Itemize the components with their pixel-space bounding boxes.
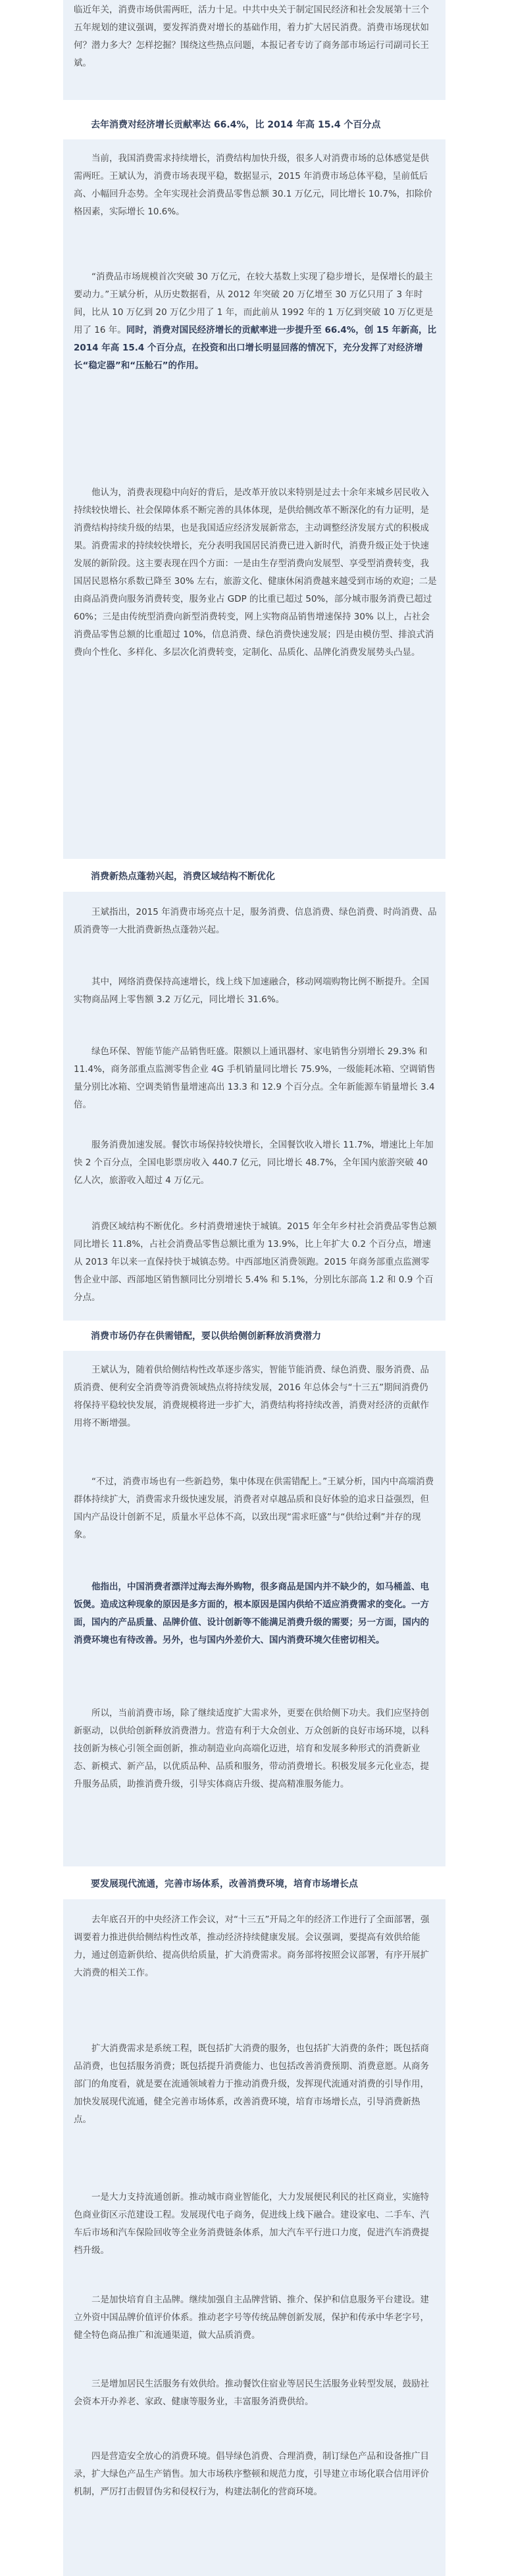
- section-heading: 要发展现代流通，完善市场体系，改善消费环境，培育市场增长点: [91, 1879, 358, 1889]
- paragraph-block: [63, 2028, 445, 2183]
- body-paragraph: 一是大力支持流通创新。推动城市商业智能化，大力发展便民利民的社区商业，实施特色商业街区示范建设工程。发展现代电子商务，促进线上线下融合。建设家电、二手车、汽车后市场和汽车保险回收等全业务消费链条体系，加大汽车平行进口力度，促进汽车消费提档升级。: [74, 2192, 429, 2256]
- paragraph-block: [63, 0, 445, 100]
- paragraph-block: [63, 1131, 445, 1210]
- section-heading-block: [63, 112, 445, 138]
- body-paragraph: [74, 268, 437, 375]
- body-paragraph: 绿色环保、智能节能产品销售旺盛。限额以上通讯器材、家电销售分别增长 29.3% 和 11.4%，商务部重点监测零售企业 4G 手机销量同比增长 75.9%，一级能耗冰箱、空调销售量分别比冰箱、空调类销售量增速高出 13.3 和 12.9 个百分点。全年新能源车销量增长 3.4 倍。: [74, 1046, 436, 1110]
- body-paragraph: 其中，网络消费保持高速增长，线上线下加速融合，移动网端购物比例不断提升。全国实物商品网上零售额 3.2 万亿元，同比增长 31.6%。: [74, 977, 429, 1005]
- section-heading-block: [63, 862, 445, 892]
- paragraph-block: [63, 1695, 445, 1866]
- body-paragraph: 消费区域结构不断优化。乡村消费增速快于城镇。2015 年全年乡村社会消费品零售总额同比增长 11.8%，占社会消费品零售总额比重为 13.9%，比上年扩大 0.2 个百分点，增速从 2013 年以来一直保持快于城镇态势。中西部地区消费领跑。2015 年商务部重点监测零售企业中部、西部地区销售额同比分别增长 5.4% 和 5.1%，分别比东部高 1.2 和 0.9 个百分点。: [74, 1221, 437, 1303]
- paragraph-block: [63, 1570, 445, 1695]
- body-paragraph: 去年底召开的中央经济工作会议，对“十三五”开局之年的经济工作进行了全面部署，强调要着力推进供给侧结构性改革，推动经济持续健康发展。会议强调，要提高有效供给能力，通过创造新供给、提高供给质量，扩大消费需求。商务部将按照会议部署，有序开展扩大消费的相关工作。: [74, 1914, 430, 1978]
- paragraph-block: [63, 2183, 445, 2286]
- body-paragraph: 王斌指出，2015 年消费市场亮点十足，服务消费、信息消费、绿色消费、时尚消费、品质消费等一大批消费新热点蓬勃兴起。: [74, 907, 437, 935]
- section-heading-block: [63, 1322, 445, 1351]
- paragraph-block: [63, 139, 445, 254]
- paragraph-block: [63, 892, 445, 963]
- section-heading: 消费市场仍存在供需错配，要以供给侧创新释放消费潜力: [91, 1331, 321, 1342]
- body-paragraph: 四是营造安全放心的消费环境。倡导绿色消费、合理消费，制订绿色产品和设备推广目录，扩大绿色产品生产销售。加大市场秩序整顿和规范力度，引导建立市场化联合信用评价机制，严厉打击假冒伪劣和侵权行为，构建法制化的营商环境。: [74, 2451, 429, 2497]
- body-paragraph: “不过，消费市场也有一些新趋势，集中体现在供需错配上。”王斌分析，国内中高端消费群体持续扩大，消费需求升级快速发展，消费者对卓越品质和良好体验的追求日益强烈，但国内产品设计创新不足，质量水平总体不高，以致出现“需求旺盛”与“供给过剩”并存的现象。: [74, 1476, 434, 1540]
- body-paragraph: 服务消费加速发展。餐饮市场保持较快增长，全国餐饮收入增长 11.7%，增速比上年加快 2 个百分点，全国电影票房收入 440.7 亿元，同比增长 48.7%，全年国内旅游突破 40 亿人次，旅游收入超过 4 万亿元。: [74, 1140, 434, 1186]
- paragraph-block: [63, 1210, 445, 1321]
- paragraph-block: [63, 963, 445, 1034]
- body-paragraph: 当前，我国消费需求持续增长，消费结构加快升级，很多人对消费市场的总体感觉是供需两旺。王斌认为，消费市场表现平稳，数据显示，2015 年消费市场总体平稳，呈前低后高、小幅回升态势。全年实现社会消费品零售总额 30.1 万亿元，同比增长 10.7%，扣除价格因素，实际增长 10.6%。: [74, 153, 432, 217]
- section-heading: 去年消费对经济增长贡献率达 66.4%，比 2014 年高 15.4 个百分点: [91, 120, 381, 130]
- body-paragraph: 所以，当前消费市场，除了继续适度扩大需求外，更要在供给侧下功夫。我们应坚持创新驱动，以供给创新释放消费潜力。营造有利于大众创业、万众创新的良好市场环境，以科技创新为核心引领全面创新，推动制造业向高端化迈进，培育和发展多种形式的消费新业态、新模式、新产品，以优质品种、品质和服务，带动消费增长。积极发展多元化业态，提升服务品质，助推消费升级，引导实体商店升级、提高精准服务能力。: [74, 1708, 429, 1789]
- paragraph-block: [63, 1351, 445, 1463]
- paragraph-block: [63, 1463, 445, 1570]
- paragraph-block: [63, 1034, 445, 1131]
- section-heading-block: [63, 1869, 445, 1899]
- emphasis-paragraph: 他指出，中国消费者漂洋过海去海外购物，很多商品是国内并不缺少的，如马桶盖、电饭煲。造成这种现象的原因是多方面的，根本原因是国内供给不适应消费需求的变化。一方面，国内的产品质量、品牌价值、设计创新等不能满足消费升级的需要；另一方面，国内的消费环境也有待改善。另外，也与国内外差价大、国内消费环境欠佳密切相关。: [74, 1582, 429, 1645]
- body-text: “消费品市场规模首次突破 30 万亿元，在较大基数上实现了稳步增长，是保增长的最主要动力。”王斌分析，从历史数据看，从 2012 年突破 20 万亿增至 30 万亿只用了 3 年时间，比从 10 万亿到 20 万亿少用了 1 年，而此前从 1992 年的 1 万亿到突破 10 万亿更是用了 16 年。: [74, 272, 434, 335]
- paragraph-block: [63, 2286, 445, 2371]
- paragraph-block: [63, 2371, 445, 2444]
- body-paragraph: 他认为，消费表现稳中向好的背后，是改革开放以来特别是过去十余年来城乡居民收入持续较快增长、社会保障体系不断完善的具体体现，是供给侧改革不断深化的有力证明，是消费结构持续升级的结果，也是我国适应经济发展新常态，主动调整经济发展方式的积极成果。消费需求的持续较快增长，充分表明我国居民消费已进入新时代，消费升级正处于快速发展的新阶段。这主要表现在四个方面：一是由生存型消费向发展型、享受型消费转变，我国居民恩格尔系数已降至 30% 左右，旅游文化、健康休闲消费越来越受到市场的欢迎；二是由商品消费向服务消费转变，服务业占 GDP 的比重已超过 50%，部分城市服务消费已超过 60%；三是由传统型消费向新型消费转变，网上实物商品销售增速保持 30% 以上，占社会消费品零售总额的比重超过 10%，信息消费、绿色消费快速发展；四是由模仿型、排浪式消费向个性化、多样化、多层次化消费转变，定制化、品质化、品牌化消费发展势头凸显。: [74, 487, 437, 658]
- paragraph-block: [63, 254, 445, 471]
- body-paragraph: 扩大消费需求是系统工程，既包括扩大消费的服务，也包括扩大消费的条件；既包括商品消费，也包括服务消费；既包括提升消费能力、也包括改善消费预期、消费意愿。从商务部门的角度看，就是要在流通领域着力于推动消费升级，发挥现代流通对消费的引导作用，加快发展现代流通，健全完善市场体系，改善消费环境，培育市场增长点，引导消费新热点。: [74, 2043, 429, 2125]
- body-paragraph: 二是加快培育自主品牌。继续加强自主品牌营销、推介、保护和信息服务平台建设。建立外资中国品牌价值评价体系。推动老字号等传统品牌创新发展，保护和传承中华老字号，健全特色商品推广和流通渠道，做大品质消费。: [74, 2295, 429, 2341]
- paragraph-block: [63, 1899, 445, 2028]
- paragraph-block: [63, 2444, 445, 2576]
- intro-paragraph: 临近年关，消费市场供需两旺，活力十足。中共中央关于制定国民经济和社会发展第十三个五年规划的建议强调，要发挥消费对增长的基础作用，着力扩大居民消费。消费市场现状如何？潜力多大？怎样挖掘？围绕这些热点问题，本报记者专访了商务部市场运行司副司长王斌。: [74, 5, 429, 68]
- body-paragraph: 三是增加居民生活服务有效供给。推动餐饮住宿业等居民生活服务业转型发展，鼓励社会资本开办养老、家政、健康等服务业，丰富服务消费供给。: [74, 2379, 429, 2407]
- emphasis-text: 同时，消费对国民经济增长的贡献率进一步提升至 66.4%，创 15 年新高，比 2014 年高 15.4 个百分点，在投资和出口增长明显回落的情况下，充分发挥了对经济增长“稳定器”和“压舱石”的作用。: [74, 325, 436, 371]
- paragraph-block: [63, 471, 445, 859]
- body-paragraph: 王斌认为，随着供给侧结构性改革逐步落实，智能节能消费、绿色消费、服务消费、品质消费、便利安全消费等消费领域热点将持续发展，2016 年总体会与“十三五”期间消费仍将保持平稳较快发展，消费规模将进一步扩大，消费结构将持续改善，消费对经济的贡献作用将不断增强。: [74, 1365, 429, 1428]
- section-heading: 消费新热点蓬勃兴起，消费区域结构不断优化: [91, 871, 275, 882]
